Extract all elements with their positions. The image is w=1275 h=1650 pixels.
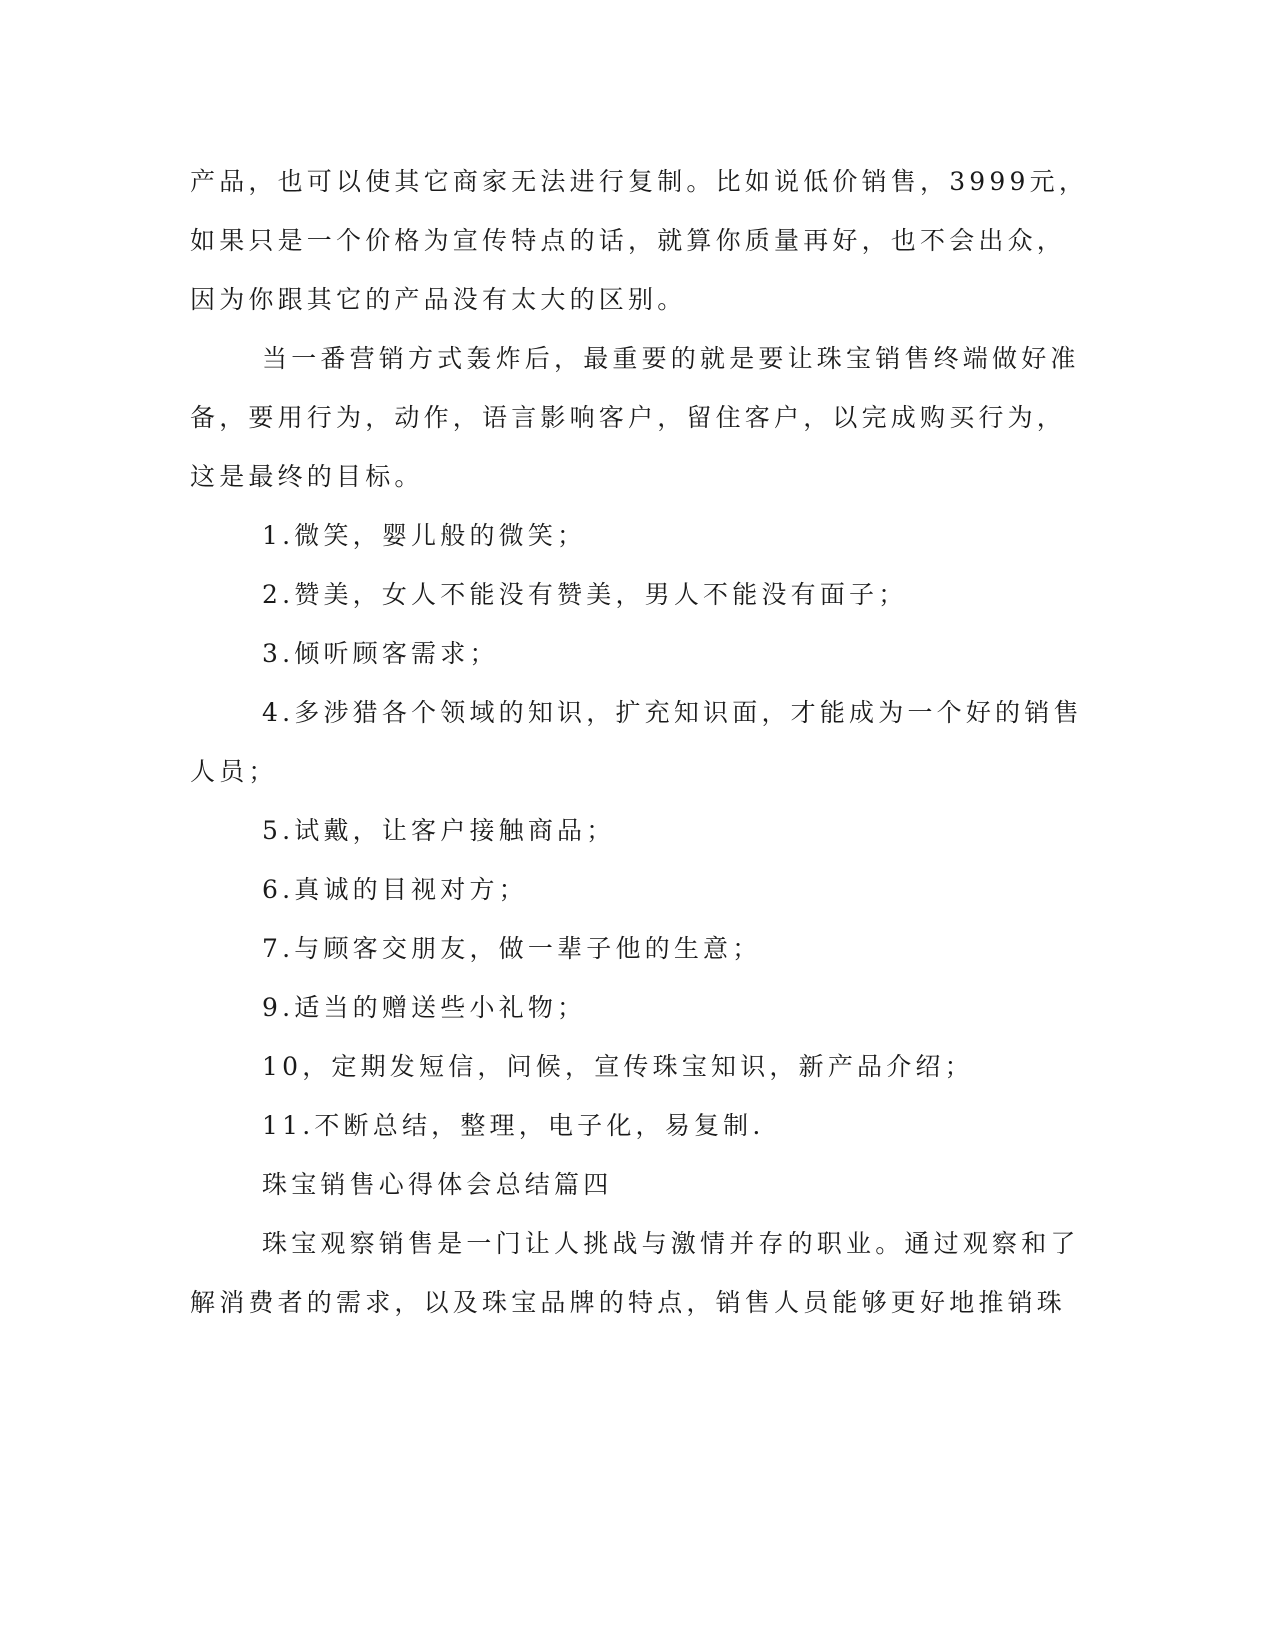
paragraph-line: 珠宝观察销售是一门让人挑战与激情并存的职业。通过观察和了	[262, 1229, 1080, 1258]
list-item: 4.多涉猎各个领域的知识，扩充知识面，才能成为一个好的销售	[262, 698, 1083, 727]
list-item: 7.与顾客交朋友，做一辈子他的生意；	[262, 934, 762, 963]
list-item: 9.适当的赠送些小礼物；	[262, 993, 587, 1022]
list-item: 5.试戴，让客户接触商品；	[262, 816, 616, 845]
list-item: 6.真诚的目视对方；	[262, 875, 528, 904]
paragraph-line: 产品，也可以使其它商家无法进行复制。比如说低价销售，3999元，	[190, 167, 1089, 196]
list-item: 3.倾听顾客需求；	[262, 639, 499, 668]
paragraph-line: 因为你跟其它的产品没有太大的区别。	[190, 285, 687, 314]
paragraph-line: 当一番营销方式轰炸后，最重要的就是要让珠宝销售终端做好准	[262, 344, 1080, 373]
paragraph-line: 解消费者的需求，以及珠宝品牌的特点，销售人员能够更好地推销珠	[190, 1288, 1067, 1317]
section-heading: 珠宝销售心得体会总结篇四	[262, 1170, 613, 1199]
paragraph-line: 备，要用行为，动作，语言影响客户，留住客户，以完成购买行为，	[190, 403, 1067, 432]
paragraph-line: 如果只是一个价格为宣传特点的话，就算你质量再好，也不会出众，	[190, 226, 1067, 255]
paragraph-line: 这是最终的目标。	[190, 462, 424, 491]
list-item: 10，定期发短信，问候，宣传珠宝知识，新产品介绍；	[262, 1052, 974, 1081]
list-item: 2.赞美，女人不能没有赞美，男人不能没有面子；	[262, 580, 908, 609]
list-item-continuation: 人员；	[190, 757, 278, 786]
list-item: 11.不断总结，整理，电子化，易复制.	[262, 1111, 765, 1140]
list-item: 1.微笑，婴儿般的微笑；	[262, 521, 587, 550]
